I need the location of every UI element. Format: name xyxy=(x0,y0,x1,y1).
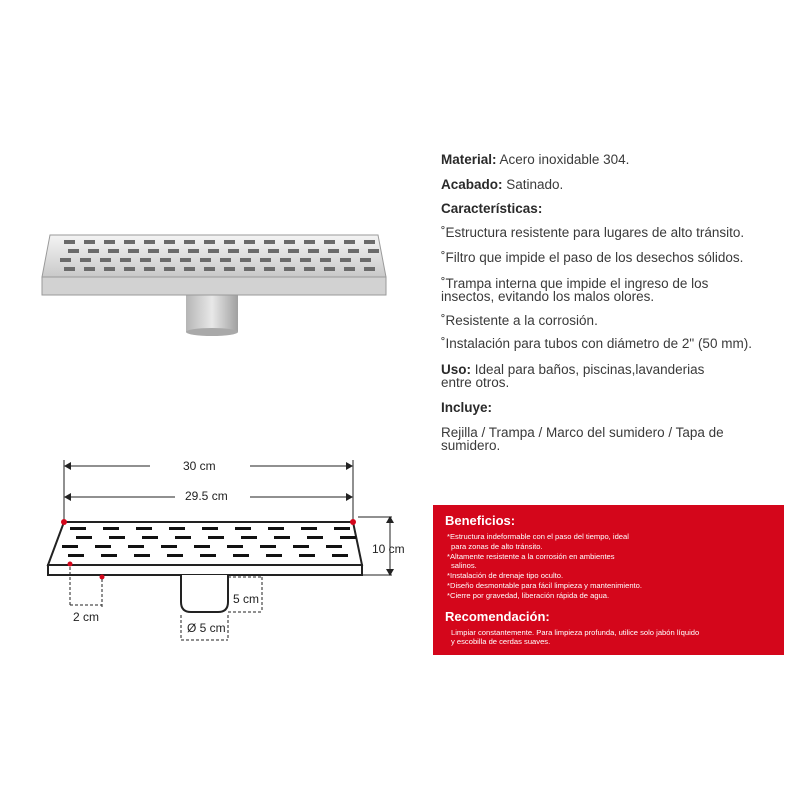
grate-slot xyxy=(300,258,311,262)
diagram-slot xyxy=(167,554,183,557)
diagram-slot xyxy=(95,545,111,548)
grate-slot xyxy=(104,267,115,271)
diagram-slot xyxy=(340,536,356,539)
grate-slot xyxy=(204,240,215,244)
diagram-slot xyxy=(76,536,92,539)
grate-slot xyxy=(84,240,95,244)
grate-slot xyxy=(364,267,375,271)
diagram-slot xyxy=(233,554,249,557)
grate-slot xyxy=(360,258,371,262)
grate-slot xyxy=(240,258,251,262)
spec-caracteristicas-heading xyxy=(441,201,791,216)
diagram-slot xyxy=(142,536,158,539)
grate-slot xyxy=(208,249,219,253)
caracteristicas-label: Características: xyxy=(441,201,543,216)
grate-slot xyxy=(100,258,111,262)
grate-slot xyxy=(148,249,159,253)
feature-item: ˚Resistente a la corrosión. xyxy=(441,313,598,328)
benefit-item: salinos. xyxy=(451,561,477,571)
diagram-slot xyxy=(227,545,243,548)
grate-slot xyxy=(280,258,291,262)
grate-slot xyxy=(288,249,299,253)
diagram-slot xyxy=(326,545,342,548)
incluye-value: Rejilla / Trampa / Marco del sumidero / Tapa de xyxy=(441,425,724,440)
spec-acabado xyxy=(441,177,791,192)
grate-slot xyxy=(64,240,75,244)
grate-slot xyxy=(304,267,315,271)
grate-slot xyxy=(144,240,155,244)
grate-slot xyxy=(64,267,75,271)
grate-slot xyxy=(268,249,279,253)
grate-slot xyxy=(184,267,195,271)
grate-slot xyxy=(264,267,275,271)
diagram-slot xyxy=(70,527,86,530)
product-image xyxy=(38,225,388,345)
diagram-slot xyxy=(194,545,210,548)
grate-slot xyxy=(224,267,235,271)
feature-item: ˚Trampa interna que impide el ingreso de los xyxy=(441,276,709,291)
grate-slot xyxy=(304,240,315,244)
grate-slot xyxy=(104,240,115,244)
grate-slot xyxy=(368,249,379,253)
benefits-title: Beneficios: xyxy=(445,513,516,528)
benefit-item: *Altamente resistente a la corrosión en ambientes xyxy=(447,551,615,561)
diagram-slot xyxy=(260,545,276,548)
diagram-slot xyxy=(202,527,218,530)
grate-slot xyxy=(124,267,135,271)
grate-slot xyxy=(164,240,175,244)
grate-slot xyxy=(160,258,171,262)
grate-slot xyxy=(80,258,91,262)
grate-slot xyxy=(220,258,231,262)
grate-slot xyxy=(228,249,239,253)
material-label: Material: xyxy=(441,152,497,167)
incluye-label: Incluye: xyxy=(441,400,493,415)
grate-slot xyxy=(324,267,335,271)
grate-slot xyxy=(204,267,215,271)
diagram-slot xyxy=(200,554,216,557)
pipe-diameter-label: Ø 5 cm xyxy=(187,621,226,635)
grate-slot xyxy=(120,258,131,262)
grate-slot xyxy=(184,240,195,244)
diagram-slot xyxy=(299,554,315,557)
recommendation-text: y escobilla de cerdas suaves. xyxy=(451,637,551,647)
grate-slot xyxy=(188,249,199,253)
grate-slot xyxy=(60,258,71,262)
diagram-slot xyxy=(268,527,284,530)
diagram-slot xyxy=(241,536,257,539)
diagram-slot xyxy=(109,536,125,539)
grate-slot xyxy=(364,240,375,244)
grate-slot xyxy=(284,267,295,271)
benefit-item: *Instalación de drenaje tipo oculto. xyxy=(447,571,564,581)
feature-item: ˚Estructura resistente para lugares de alto tránsito. xyxy=(441,225,745,240)
grate-slot xyxy=(88,249,99,253)
recommendation-title: Recomendación: xyxy=(445,608,550,624)
grate-slot xyxy=(244,240,255,244)
feature-item: ˚Instalación para tubos con diámetro de 2" (50 mm). xyxy=(441,336,752,351)
grate-slot xyxy=(344,267,355,271)
benefit-item: para zonas de alto tránsito. xyxy=(451,541,543,551)
grate-slot xyxy=(324,240,335,244)
feature-item: insectos, evitando los malos olores. xyxy=(441,289,655,304)
diagram-slot xyxy=(235,527,251,530)
spec-incluye-heading xyxy=(441,400,791,415)
benefits-panel xyxy=(433,505,784,655)
grate-slot xyxy=(224,240,235,244)
offset-label: 2 cm xyxy=(73,610,100,624)
diagram-slot xyxy=(266,554,282,557)
benefit-item: *Cierre por gravedad, liberación rápida de agua. xyxy=(447,590,610,600)
uso-value-continued: entre otros. xyxy=(441,375,510,390)
uso-label: Uso: xyxy=(441,362,471,377)
grate-slot xyxy=(200,258,211,262)
diagram-slot xyxy=(161,545,177,548)
grate-slot xyxy=(348,249,359,253)
grate-slot xyxy=(284,240,295,244)
diagram-slot xyxy=(134,554,150,557)
recommendation-text: Limpiar constantemente. Para limpieza profunda, utilice solo jabón líquido xyxy=(451,627,700,637)
total-length-label: 30 cm xyxy=(183,459,216,473)
grate-slot xyxy=(124,240,135,244)
benefit-item: *Estructura indeformable con el paso del tiempo, ideal xyxy=(447,532,629,541)
grate-slot xyxy=(248,249,259,253)
grate-slot xyxy=(180,258,191,262)
grate-slot xyxy=(264,240,275,244)
material-value: Acero inoxidable 304. xyxy=(496,152,630,167)
grate-slot xyxy=(340,258,351,262)
grate-slot xyxy=(244,267,255,271)
diagram-slot xyxy=(103,527,119,530)
height-label: 10 cm xyxy=(372,542,405,556)
grate-slot xyxy=(320,258,331,262)
grate-slot xyxy=(128,249,139,253)
diagram-slot xyxy=(208,536,224,539)
diagram-slot xyxy=(293,545,309,548)
grate-slot xyxy=(144,267,155,271)
grate-slot xyxy=(168,249,179,253)
diagram-slot xyxy=(136,527,152,530)
acabado-value: Satinado. xyxy=(502,177,564,192)
feature-item: ˚Filtro que impide el paso de los desechos sólidos. xyxy=(441,250,744,265)
grate-slot xyxy=(308,249,319,253)
diagram-slot xyxy=(68,554,84,557)
dimension-diagram xyxy=(40,450,420,650)
diagram-slot xyxy=(301,527,317,530)
diagram-slot xyxy=(128,545,144,548)
diagram-slot xyxy=(175,536,191,539)
grate-slot xyxy=(84,267,95,271)
incluye-value-continued: sumidero. xyxy=(441,438,501,453)
acabado-label: Acabado: xyxy=(441,177,503,192)
diagram-slot xyxy=(274,536,290,539)
spec-material xyxy=(441,152,791,167)
uso-value: Ideal para baños, piscinas,lavanderias xyxy=(471,362,705,377)
benefit-item: *Diseño desmontable para fácil limpieza y mantenimiento. xyxy=(447,580,643,590)
grate-slot xyxy=(108,249,119,253)
grate-slot xyxy=(68,249,79,253)
grate-slot xyxy=(328,249,339,253)
diagram-slot xyxy=(307,536,323,539)
inner-length-label: 29.5 cm xyxy=(185,489,228,503)
grate-slot xyxy=(164,267,175,271)
pipe-height-label: 5 cm xyxy=(233,592,260,606)
diagram-slot xyxy=(334,527,350,530)
grate-slot xyxy=(140,258,151,262)
grate-slot xyxy=(344,240,355,244)
grate-slot xyxy=(260,258,271,262)
diagram-slot xyxy=(169,527,185,530)
diagram-slot xyxy=(332,554,348,557)
diagram-slot xyxy=(101,554,117,557)
diagram-slot xyxy=(62,545,78,548)
